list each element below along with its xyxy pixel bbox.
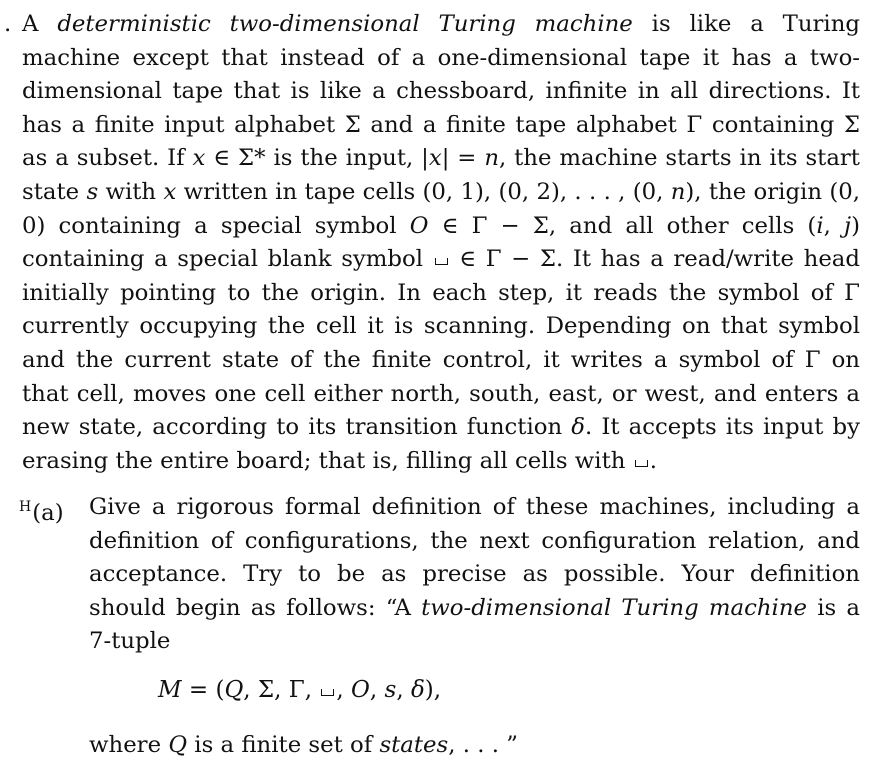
tuple-formula: M = (Q, Σ, Γ, , O, s, δ), xyxy=(158,677,442,703)
emphasized-term: two-dimensional Turing machine xyxy=(421,594,808,621)
blank-symbol-icon xyxy=(435,258,448,265)
problem-statement: A deterministic two-dimensional Turing machine is like a Turing machine except that instead of a one-dimensional tape it has a two-dimensional tape that is like a chessboard, infinite in all directions. It has a finite input alphabet Σ and a finite tape alphabet Γ containing Σ as a subset. If x ∈ Σ* is the input, |x| = n, the machine starts in its start state s with x written in tape cells (0, 1), (0, 2), . . . , (0, n), the origin (0, 0) containing a special symbol O ∈ Γ − Σ, and all other cells (i, j) containing a special blank symbol ∈ Γ − Σ. It has a read/write head initially pointing to the origin. In each step, it reads the symbol of Γ currently occupying the cell it is scanning. Depending on that symbol and the current state of the finite control, it writes a symbol of Γ on that cell, moves one cell either north, south, east, or west, and enters a new state, according to its transition function δ. It accepts its input by erasing the entire board; that is, filling all cells with . xyxy=(22,11,861,474)
closing-sentence: where Q is a finite set of states, . . . ” xyxy=(89,732,518,758)
hint-marker: H xyxy=(19,499,32,515)
math-variable: x xyxy=(163,178,177,205)
math-variable: n xyxy=(670,178,686,205)
subpart-a-text: Give a rigorous formal definition of these machines, including a definition of configurations, the next configuration relation, and acceptance. Try to be as precise as possible. Your definition should begin as follows: “A two-dimensional Turing machine is a 7-tuple xyxy=(89,494,860,655)
math-variable: s xyxy=(384,677,397,703)
math-variable: Q xyxy=(224,677,244,703)
subpart-label xyxy=(19,491,64,531)
math-variable: s xyxy=(86,178,99,205)
math-variable: i xyxy=(816,212,824,239)
math-variable: x xyxy=(428,145,442,172)
math-variable: δ xyxy=(410,677,425,703)
math-variable: n xyxy=(484,145,499,172)
emphasized-term: deterministic two-dimensional Turing machine xyxy=(57,11,633,37)
blank-symbol-icon xyxy=(321,689,334,696)
math-variable: O xyxy=(351,677,370,703)
math-variable: O xyxy=(409,212,429,239)
math-variable: x xyxy=(192,145,206,172)
math-variable: M xyxy=(158,677,182,703)
problem-number-marker: . xyxy=(4,11,12,37)
blank-symbol-icon xyxy=(635,460,648,467)
math-variable: δ xyxy=(571,414,585,441)
subpart-letter: (a) xyxy=(32,500,64,526)
math-variable: j xyxy=(844,212,852,239)
emphasized-term: states xyxy=(379,732,449,758)
math-variable: Q xyxy=(168,732,188,758)
